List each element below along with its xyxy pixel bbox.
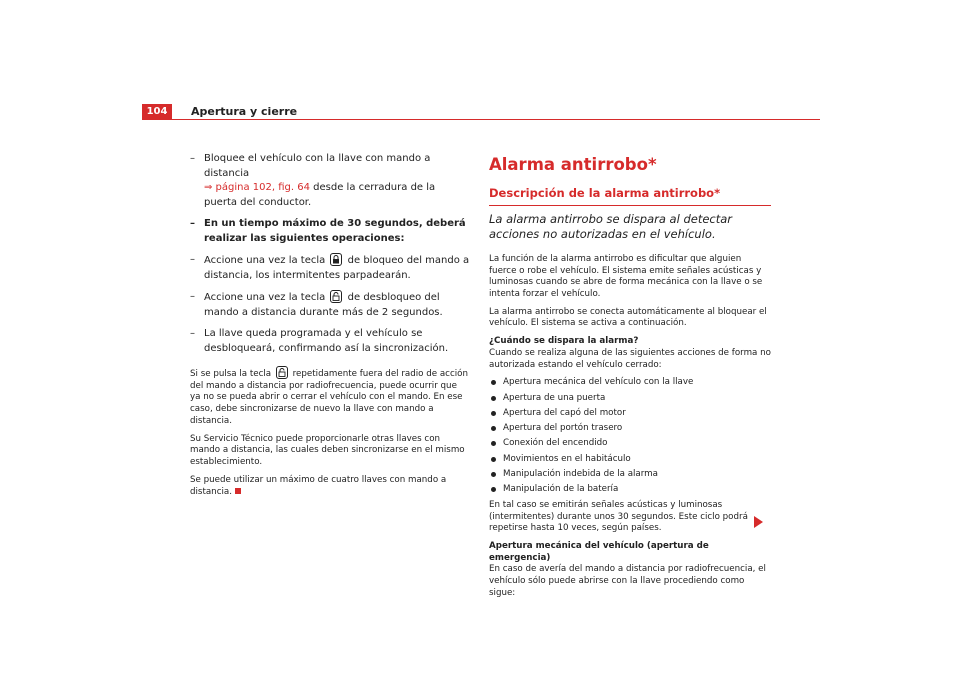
step-dash: – <box>190 291 195 302</box>
step-2 <box>190 217 470 246</box>
step-dash: – <box>190 218 195 229</box>
note-text: Se puede utilizar un máximo de cuatro llaves con mando a distancia. <box>190 474 447 497</box>
list-item: Apertura del portón trasero <box>489 423 771 435</box>
header-rule <box>142 119 820 120</box>
step-text: Accione una vez la tecla <box>204 292 326 303</box>
step-text: Bloquee el vehículo con la llave con mando a distancia <box>204 153 431 179</box>
question-text: Cuando se realiza alguna de las siguientes acciones de forma no autorizada estando el vehículo cerrado: <box>489 347 771 370</box>
list-item: Apertura de una puerta <box>489 393 771 405</box>
section-title: Apertura y cierre <box>191 105 298 118</box>
list-item: Manipulación de la batería <box>489 484 771 496</box>
end-of-section-marker <box>235 488 241 494</box>
step-dash: – <box>190 153 195 164</box>
padlock-closed-icon <box>330 253 342 266</box>
note-paragraph-2: Su Servicio Técnico puede proporcionarle otras llaves con mando a distancia, las cuales deben sincronizarse en el mismo establecimiento. <box>190 433 465 468</box>
step-text: En un tiempo máximo de 30 segundos, deberá realizar las siguientes operaciones: <box>204 218 466 244</box>
step-text: de desbloqueo del mando a distancia durante más de 2 segundos. <box>204 292 443 318</box>
paragraph-activation: La alarma antirrobo se conecta automáticamente al bloquear el vehículo. El sistema se activa a continuación. <box>489 306 767 329</box>
paragraph-signals: En tal caso se emitirán señales acústicas y luminosas (intermitentes) durante unos 30 segundos. Este ciclo podrá repetirse hasta 10 veces, según países. <box>489 499 748 534</box>
step-text: desde la cerradura de la puerta del conductor. <box>204 182 436 208</box>
left-column <box>190 152 470 504</box>
list-item: Conexión del encendido <box>489 438 771 450</box>
padlock-open-icon <box>330 290 342 303</box>
list-item: Apertura mecánica del vehículo con la llave <box>489 377 771 389</box>
list-item: Apertura del capó del motor <box>489 408 771 420</box>
paragraph-function: La función de la alarma antirrobo es dificultar que alguien fuerce o robe el vehículo. El sistema emite señales acústicas y luminosas cuando se abre de forma mecánica con la llave o se intenta forzar el vehículo. <box>489 253 763 300</box>
page-link[interactable]: ⇒ página 102, fig. 64 <box>204 182 310 193</box>
step-text: La llave queda programada y el vehículo se desbloqueará, confirmando así la sincronización. <box>204 328 449 354</box>
padlock-open-icon <box>276 366 288 379</box>
next-page-arrow-icon[interactable] <box>754 516 763 528</box>
question-heading: ¿Cuándo se dispara la alarma? <box>489 336 639 347</box>
lead-text: La alarma antirrobo se dispara al detectar acciones no autorizadas en el vehículo. <box>489 211 733 242</box>
note-text: Si se pulsa la tecla <box>190 369 272 379</box>
trigger-list <box>489 377 771 495</box>
mechanical-opening-text: En caso de avería del mando a distancia por radiofrecuencia, el vehículo sólo puede abrirse con la llave procediendo como sigue: <box>489 564 766 598</box>
page-number: 104 <box>142 104 172 119</box>
list-item: Movimientos en el habitáculo <box>489 454 771 466</box>
step-3 <box>190 253 470 283</box>
step-5 <box>190 327 470 356</box>
note-paragraph-1 <box>190 366 470 428</box>
list-item: Manipulación indebida de la alarma <box>489 469 771 481</box>
section-heading: Descripción de la alarma antirrobo* <box>489 186 771 206</box>
step-dash: – <box>190 328 195 339</box>
step-text: de bloqueo del mando a distancia, los intermitentes parpadearán. <box>204 255 470 281</box>
step-1 <box>190 152 470 210</box>
chapter-heading: Alarma antirrobo* <box>489 155 657 174</box>
step-text: Accione una vez la tecla <box>204 255 326 266</box>
step-dash: – <box>190 254 195 265</box>
note-paragraph-3 <box>190 475 470 498</box>
right-column <box>489 154 771 606</box>
mechanical-opening-heading: Apertura mecánica del vehículo (apertura de emergencia) <box>489 541 709 563</box>
step-4 <box>190 290 470 320</box>
note-text: repetidamente fuera del radio de acción del mando a distancia por radiofrecuencia, puede ocurrir que ya no se pueda abrir o cerrar el vehículo con el mando. En ese caso, debe sincronizarse de nuevo la llave con mando a distancia. <box>190 369 468 426</box>
